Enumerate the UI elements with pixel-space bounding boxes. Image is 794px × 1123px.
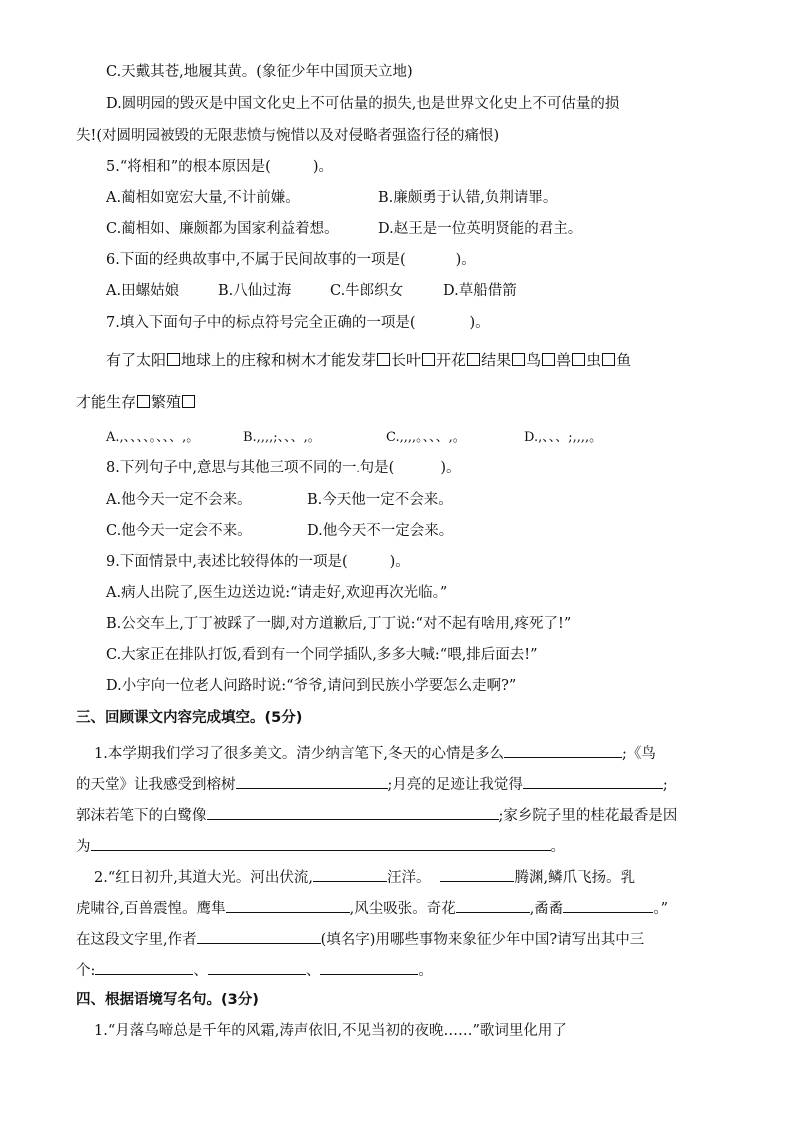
s3-q1-line1: [94, 741, 656, 764]
s3-q2-line3: [76, 927, 644, 950]
q7-seg: 开花: [436, 351, 467, 369]
s4-q1: 1.“月落乌啼总是千年的风霜,涛声依旧,不见当初的夜晚……”歌词里化用了: [94, 1023, 567, 1039]
s3-q2-line4: [76, 958, 433, 981]
q7-seg: 繁殖: [151, 393, 182, 411]
s3-q2-text: 虎啸谷,百兽震惶。鹰隼: [76, 901, 226, 917]
q6-option-a: A.田螺姑娘: [106, 283, 180, 299]
q5-option-d: D.赵王是一位英明贤能的君主。: [378, 221, 583, 237]
answer-blank[interactable]: [313, 865, 387, 882]
s3-q1-line3: [76, 803, 677, 826]
s3-q1-line2: [76, 772, 668, 795]
q8-option-d: D.他今天不一定会来。: [307, 523, 454, 539]
answer-blank[interactable]: [95, 958, 193, 975]
q7-stem-end: )。: [469, 315, 490, 331]
s3-q2-text: 汪洋。: [386, 870, 431, 886]
answer-blank[interactable]: [456, 896, 530, 913]
s3-q2-text: 、: [305, 963, 321, 979]
s3-q2-text: 在这段文字里,作者: [76, 932, 197, 948]
q7-stem-text: 7.填入下面句子中的标点符号完全正确的一项是(: [106, 315, 416, 331]
q8-option-b: B.今天他一定不会来。: [307, 492, 453, 508]
q7-option-d: D.,、、、;,,,,。: [524, 430, 603, 445]
section3-title: 三、回顾课文内容完成填空。(5分): [76, 710, 303, 726]
s3-q1-text: ;: [662, 777, 668, 793]
answer-blank[interactable]: [236, 772, 388, 789]
punct-box: [542, 353, 555, 366]
s3-q2-text: 。: [418, 963, 433, 979]
s3-q2-text: ,矞矞: [529, 901, 564, 917]
q6-stem: [106, 250, 476, 270]
q7-option-a: A.,、、、、。、、、,。: [106, 430, 200, 445]
q7-stem: [106, 313, 490, 333]
answer-blank[interactable]: [226, 896, 350, 913]
s3-q2-text: 2.“红日初升,其道大光。河出伏流,: [94, 870, 313, 886]
q9-stem: [106, 552, 410, 572]
q5-option-c: C.蔺相如、廉颇都为国家利益着想。: [106, 221, 339, 237]
s3-q2-line1: [94, 865, 635, 888]
s3-q2-text: 个:: [76, 963, 96, 979]
q5-option-b: B.廉颇勇于认错,负荆请罪。: [378, 190, 558, 206]
q6-option-c: C.牛郎织女: [330, 283, 404, 299]
q7-seg: 鱼: [616, 351, 632, 369]
answer-blank[interactable]: [320, 958, 418, 975]
answer-blank[interactable]: [440, 865, 514, 882]
q9-option-b: B.公交车上,丁丁被踩了一脚,对方道歉后,丁丁说:“对不起有啥用,疼死了!”: [106, 616, 572, 632]
punct-box: [422, 353, 435, 366]
q7-sentence-line2: [76, 392, 196, 412]
s3-q1-text: 为: [76, 839, 91, 855]
q4-option-d-line2: 失!(对圆明园被毁的无限悲愤与惋惜以及对侵略者强盗行径的痛恨): [76, 128, 500, 144]
q8-dot: .: [356, 464, 360, 475]
q9-stem-end: )。: [389, 554, 410, 570]
q7-sentence-line1: [106, 350, 631, 370]
answer-blank[interactable]: [197, 927, 321, 944]
answer-blank[interactable]: [207, 803, 499, 820]
q6-option-d: D.草船借箭: [443, 283, 517, 299]
q8-stem: [106, 458, 460, 480]
punct-box: [167, 353, 180, 366]
s3-q1-text: ;月亮的足迹让我觉得: [387, 777, 523, 793]
s3-q1-text: ;家乡院子里的桂花最香是因: [498, 808, 678, 824]
punct-box: [137, 395, 150, 408]
s3-q2-text: ,风尘吸张。奇花: [349, 901, 456, 917]
answer-blank[interactable]: [504, 741, 622, 758]
punct-box: [377, 353, 390, 366]
s3-q1-text: 郭沫若笔下的白鹭像: [76, 808, 207, 824]
q4-option-c: C.天戴其苍,地履其黄。(象征少年中国顶天立地): [106, 64, 413, 80]
q7-seg: 虫: [586, 351, 602, 369]
punct-box: [512, 353, 525, 366]
answer-blank[interactable]: [208, 958, 306, 975]
q7-option-b: B.,,,,;、、、,。: [243, 430, 321, 445]
q8-stem-text2: 句是(: [359, 460, 395, 476]
answer-blank[interactable]: [563, 896, 653, 913]
s3-q2-text: 、: [193, 963, 208, 979]
s3-q1-text: ;《鸟: [621, 746, 656, 762]
s3-q1-text: 。: [550, 839, 565, 855]
section4-title: 四、根据语境写名句。(3分): [76, 992, 259, 1008]
q7-seg: 兽: [556, 351, 572, 369]
q5-option-a: A.蔺相如宽宏大量,不计前嫌。: [106, 190, 300, 206]
q8-option-c: C.他今天一定会不来。: [106, 523, 252, 539]
q6-option-b: B.八仙过海: [218, 283, 292, 299]
s3-q2-text: (填名字)用哪些事物来象征少年中国?请写出其中三: [320, 932, 645, 948]
s3-q2-text: 腾渊,鳞爪飞扬。乳: [514, 870, 636, 886]
q6-stem-end: )。: [455, 252, 476, 268]
q7-seg: 长叶: [391, 351, 422, 369]
q9-stem-text: 9.下面情景中,表述比较得体的一项是(: [106, 554, 348, 570]
s3-q2-line2: [76, 896, 668, 919]
q9-option-a: A.病人出院了,医生边送边说:“请走好,欢迎再次光临。”: [106, 585, 448, 601]
q7-seg: 结果: [481, 351, 512, 369]
q5-stem: [106, 157, 333, 177]
punct-box: [467, 353, 480, 366]
q8-stem-text: 8.下列句子中,意思与其他三项不同的一: [106, 460, 357, 476]
q5-stem-end: )。: [312, 159, 333, 175]
punct-box: [602, 353, 615, 366]
q7-seg: 地球上的庄稼和树木才能发芽: [181, 351, 377, 369]
punct-box: [182, 395, 195, 408]
q6-stem-text: 6.下面的经典故事中,不属于民间故事的一项是(: [106, 252, 406, 268]
s3-q1-line4: [76, 834, 565, 857]
answer-blank[interactable]: [523, 772, 663, 789]
punct-box: [572, 353, 585, 366]
s3-q2-text: 。”: [653, 901, 668, 917]
q7-seg: 有了太阳: [106, 351, 167, 369]
q8-stem-end: )。: [440, 460, 461, 476]
q5-stem-text: 5.“将相和”的根本原因是(: [106, 159, 271, 175]
answer-blank[interactable]: [91, 834, 551, 851]
q7-seg: 鸟: [526, 351, 542, 369]
s3-q1-text: 的天堂》让我感受到榕树: [76, 777, 236, 793]
q8-option-a: A.他今天一定不会来。: [106, 492, 252, 508]
q9-option-c: C.大家正在排队打饭,看到有一个同学插队,多多大喊:“喂,排后面去!”: [106, 647, 538, 663]
q7-option-c: C.,,,,。、、、,。: [386, 430, 466, 445]
s3-q1-text: 1.本学期我们学习了很多美文。清少纳言笔下,冬天的心情是多么: [94, 746, 504, 762]
q9-option-d: D.小宇向一位老人问路时说:“爷爷,请问到民族小学要怎么走啊?”: [106, 678, 517, 694]
q4-option-d-line1: D.圆明园的毁灭是中国文化史上不可估量的损失,也是世界文化史上不可估量的损: [106, 96, 620, 112]
q7-seg: 才能生存: [76, 393, 137, 411]
